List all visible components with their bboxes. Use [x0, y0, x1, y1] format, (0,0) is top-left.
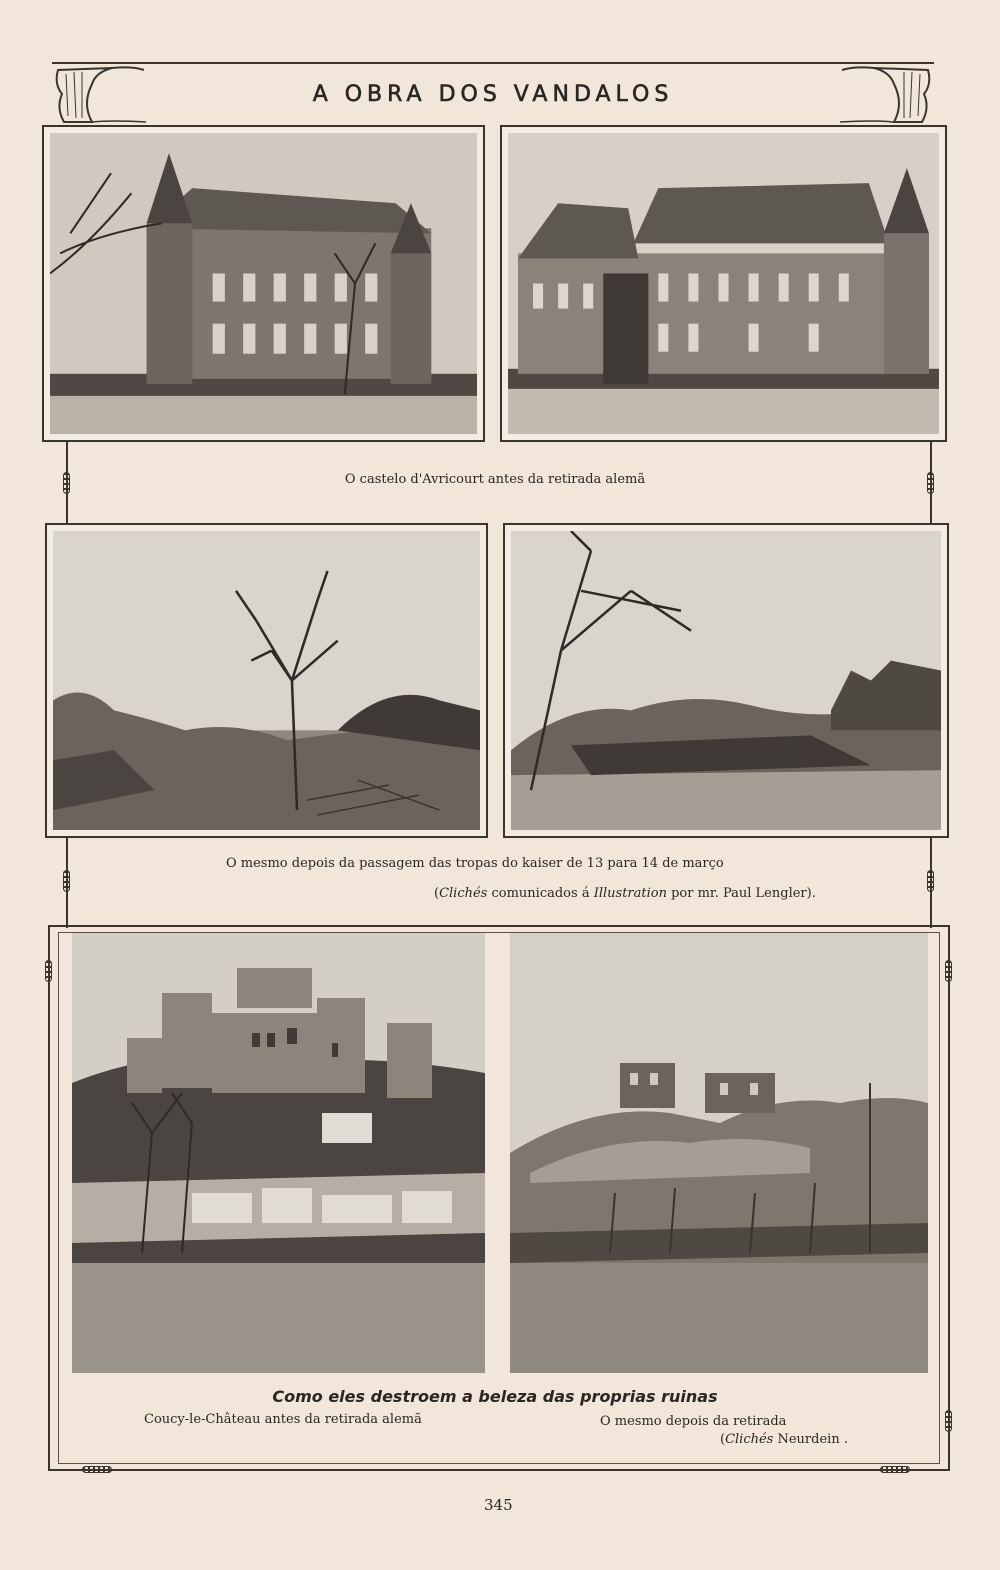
credit-middle: comunicados á	[487, 886, 594, 901]
rail-ornament-icon	[945, 1410, 952, 1432]
credit-neurdein	[720, 1432, 848, 1447]
rail-ornament-icon	[63, 870, 70, 892]
caption-coucy-after: O mesmo depois da retirada	[600, 1414, 787, 1429]
bottom-ornament-icon	[82, 1466, 112, 1473]
rail-ornament-icon	[45, 960, 52, 982]
caption-avricourt-before: O castelo d'Avricourt antes da retirada alemã	[344, 472, 646, 487]
photo-coucy-after	[510, 933, 928, 1373]
photo-avricourt-after-right	[503, 523, 949, 838]
left-scroll-ornament-icon	[52, 64, 148, 126]
caption-coucy-before: Coucy-le-Château antes da retirada alemã	[144, 1412, 422, 1427]
rail-ornament-icon	[945, 960, 952, 982]
credit-cliches: Clichés	[725, 1432, 774, 1447]
credit-end: Neurdein .	[773, 1432, 848, 1447]
right-scroll-ornament-icon	[838, 64, 934, 126]
header-banner	[52, 62, 934, 122]
credit-end: por mr. Paul Lengler).	[666, 886, 816, 901]
photo-avricourt-before-left	[42, 125, 485, 442]
credit-paren: (	[434, 886, 440, 901]
credit-illustration-word: Illustration	[593, 886, 667, 901]
credit-illustration	[434, 886, 816, 901]
photo-avricourt-after-left	[45, 523, 488, 838]
bottom-ornament-icon	[880, 1466, 910, 1473]
credit-paren: (	[720, 1432, 726, 1447]
photo-coucy-before	[72, 933, 485, 1373]
page-title: A OBRA DOS VANDALOS	[312, 82, 674, 107]
rail-ornament-icon	[927, 870, 934, 892]
section3-title: Como eles destroem a beleza das proprias ruinas	[272, 1387, 718, 1406]
credit-cliches: Clichés	[439, 886, 488, 901]
photo-avricourt-before-right	[500, 125, 947, 442]
page-number: 345	[484, 1496, 513, 1514]
caption-avricourt-after: O mesmo depois da passagem das tropas do kaiser de 13 para 14 de março	[226, 856, 724, 871]
